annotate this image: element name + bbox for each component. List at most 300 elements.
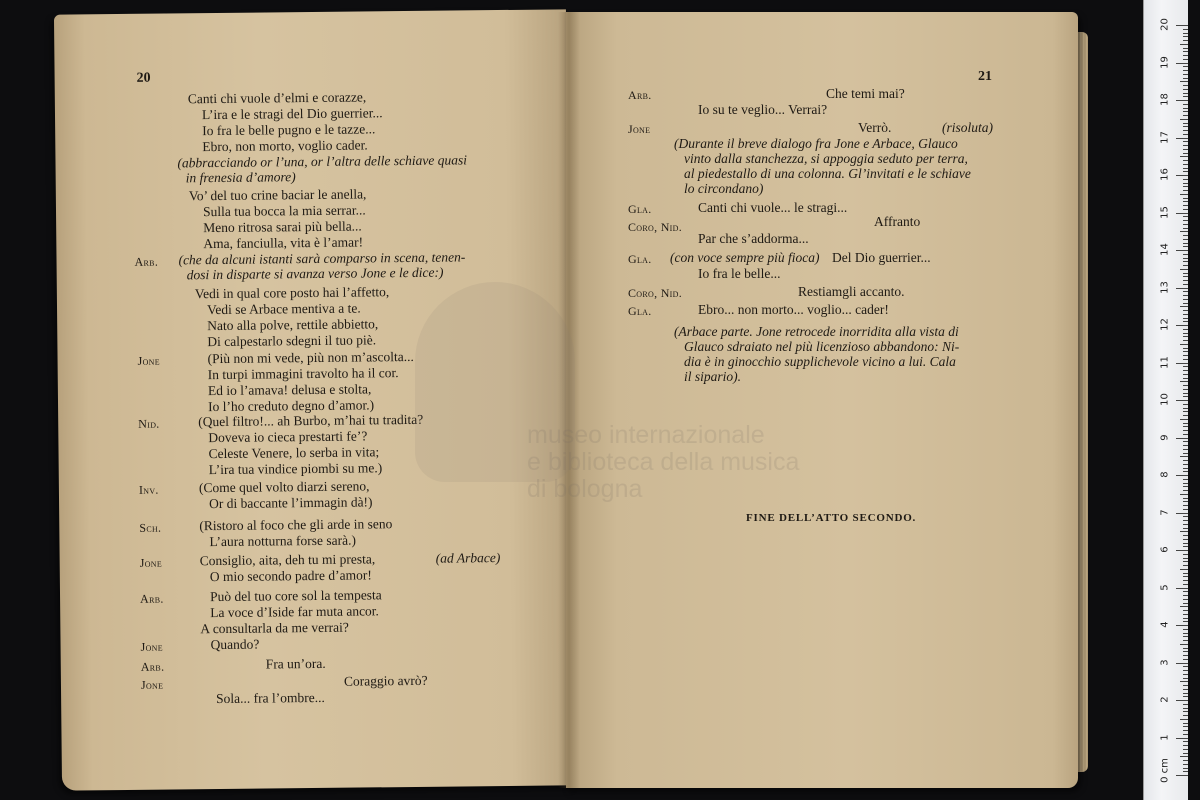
- ruler-tick: [1183, 449, 1188, 450]
- speaker-label: Gla.: [628, 202, 652, 216]
- ruler-number: 6: [1159, 546, 1171, 553]
- ruler-tick: [1183, 595, 1188, 596]
- ruler-tick: [1183, 468, 1188, 469]
- ruler-tick: [1176, 213, 1188, 214]
- ruler-tick: [1183, 603, 1188, 604]
- ruler-tick: [1183, 134, 1188, 135]
- ruler-tick: [1183, 565, 1188, 566]
- ruler-tick: [1180, 456, 1188, 457]
- verse-line: Sulla tua bocca la mia serrar...: [202, 202, 366, 220]
- ruler-tick: [1183, 670, 1188, 671]
- ruler-tick: [1176, 250, 1188, 251]
- speaker-label: Jone: [140, 677, 164, 692]
- ruler-tick: [1180, 531, 1188, 532]
- stage-line: vinto dalla stanchezza, si appoggia seduto per terra,: [684, 151, 968, 166]
- ruler-tick: [1183, 460, 1188, 461]
- ruler-tick: [1183, 640, 1188, 641]
- verse-line: Ebro, non morto, voglio cader.: [202, 137, 368, 155]
- ruler-number: 8: [1159, 471, 1171, 478]
- ruler-tick: [1183, 434, 1188, 435]
- ruler-tick: [1183, 141, 1188, 142]
- speaker-label: Arb.: [140, 659, 165, 674]
- ruler-tick: [1183, 591, 1188, 592]
- speaker-label: Gla.: [628, 252, 652, 266]
- verse-line: Io su te veglio... Verrai?: [698, 102, 828, 117]
- ruler-tick: [1183, 753, 1188, 754]
- ruler-tick: [1183, 93, 1188, 94]
- ruler-tick: [1183, 730, 1188, 731]
- ruler-tick: [1183, 310, 1188, 311]
- left-page: [54, 9, 574, 790]
- ruler-tick: [1183, 40, 1188, 41]
- ruler-tick: [1180, 156, 1188, 157]
- verse-line: Canti chi vuole... le stragi...: [698, 200, 848, 215]
- ruler-tick: [1183, 771, 1188, 772]
- verse-line: Ama, fanciulla, vita è l’amar!: [203, 234, 364, 252]
- ruler-tick: [1183, 745, 1188, 746]
- verse-line: Io fra le belle pugno e le tazze...: [202, 121, 376, 139]
- verse-line: Di calpestarlo sdegni il tuo piè.: [207, 332, 377, 350]
- ruler-tick: [1183, 704, 1188, 705]
- ruler-tick: [1183, 160, 1188, 161]
- ruler-tick: [1183, 629, 1188, 630]
- ruler-tick: [1183, 265, 1188, 266]
- stage-line: lo circondano): [684, 181, 764, 196]
- ruler-tick: [1183, 321, 1188, 322]
- ruler-tick: [1183, 348, 1188, 349]
- ruler-tick: [1183, 614, 1188, 615]
- ruler-number: 18: [1159, 93, 1171, 106]
- aside-direction: (risoluta): [942, 120, 994, 135]
- ruler-tick: [1183, 85, 1188, 86]
- ruler-tick: [1183, 220, 1188, 221]
- ruler-tick: [1183, 51, 1188, 52]
- verse-line: Vo’ del tuo crine baciar le anella,: [188, 186, 367, 204]
- ruler-tick: [1183, 633, 1188, 634]
- ruler-tick: [1183, 501, 1188, 502]
- ruler-number: 15: [1159, 205, 1171, 219]
- verse-line: Or di baccante l’immagin dà!): [209, 494, 373, 512]
- ruler-tick: [1183, 396, 1188, 397]
- ruler-tick: [1183, 280, 1188, 281]
- speaker-label: Arb.: [139, 591, 164, 606]
- verse-line: Verrò.: [858, 120, 892, 135]
- ruler-tick: [1183, 370, 1188, 371]
- ruler-tick: [1183, 284, 1188, 285]
- ruler-tick: [1183, 689, 1188, 690]
- ruler-tick: [1183, 59, 1188, 60]
- ruler-number: 5: [1159, 583, 1171, 591]
- ruler-tick: [1183, 74, 1188, 75]
- verse-line: L’ira e le stragi del Dio guerrier...: [201, 105, 383, 123]
- ruler-tick: [1183, 539, 1188, 540]
- ruler-tick: [1180, 44, 1188, 45]
- stage-line: (Arbace parte. Jone retrocede inorridita alla vista di: [674, 324, 959, 339]
- ruler-tick: [1183, 333, 1188, 334]
- ruler-tick: [1180, 606, 1188, 607]
- ruler-tick: [1183, 715, 1188, 716]
- verse-line: Ebro... non morto... voglio... cader!: [698, 302, 889, 317]
- open-book: [58, 12, 1088, 788]
- page-number: 21: [978, 69, 992, 84]
- verse-line: Celeste Venere, lo serba in vita;: [208, 444, 380, 462]
- ruler-tick: [1183, 404, 1188, 405]
- ruler-tick: [1183, 198, 1188, 199]
- ruler-tick: [1183, 276, 1188, 277]
- verse-line: (Quel filtro!... ah Burbo, m’hai tu tradita?: [198, 411, 424, 430]
- verse-line: Io fra le belle...: [698, 266, 781, 281]
- ruler-tick: [1183, 490, 1188, 491]
- verse-line: A consultarla da me verrai?: [200, 619, 349, 637]
- ruler-tick: [1183, 246, 1188, 247]
- speaker-label: Coro, Nid.: [628, 220, 683, 234]
- ruler-tick: [1183, 655, 1188, 656]
- speaker-label: Jone: [628, 122, 651, 136]
- ruler-tick: [1183, 89, 1188, 90]
- ruler-tick: [1183, 66, 1188, 67]
- verse-line: Canti chi vuole d’elmi e corazze,: [187, 89, 367, 107]
- ruler-tick: [1183, 648, 1188, 649]
- ruler-tick: [1183, 764, 1188, 765]
- ruler-tick: [1183, 224, 1188, 225]
- ruler-number: 7: [1159, 508, 1171, 516]
- ruler-tick: [1183, 340, 1188, 341]
- ruler-tick: [1183, 678, 1188, 679]
- verse-line: La voce d’Iside far muta ancor.: [210, 603, 379, 621]
- speaker-label: Jone: [140, 639, 163, 654]
- ruler-tick: [1183, 205, 1188, 206]
- ruler-tick: [1183, 258, 1188, 259]
- verse-line: (Più non mi vede, più non m’ascolta...: [207, 348, 414, 367]
- verse-line: Vedi in qual core posto hai l’affetto,: [194, 284, 390, 302]
- ruler-tick: [1183, 96, 1188, 97]
- ruler-tick: [1183, 558, 1188, 559]
- ruler-tick: [1183, 453, 1188, 454]
- ruler-tick: [1176, 663, 1188, 664]
- ruler-tick: [1183, 108, 1188, 109]
- ruler-tick: [1183, 543, 1188, 544]
- ruler-tick: [1183, 599, 1188, 600]
- ruler-tick: [1183, 153, 1188, 154]
- ruler-number: 9: [1159, 433, 1171, 441]
- ruler-tick: [1176, 325, 1188, 326]
- verse-line: O mio secondo padre d’amor!: [209, 567, 372, 585]
- verse-line: Ed io l’amava! delusa e stolta,: [207, 381, 372, 399]
- verse-line: Quando?: [210, 636, 260, 653]
- ruler-tick: [1183, 760, 1188, 761]
- ruler-tick: [1183, 415, 1188, 416]
- ruler-tick: [1183, 291, 1188, 292]
- ruler-tick: [1183, 186, 1188, 187]
- ruler-tick: [1176, 438, 1188, 439]
- ruler-number: 19: [1159, 55, 1171, 69]
- ruler-tick: [1183, 528, 1188, 529]
- ruler-tick: [1180, 194, 1188, 195]
- ruler-tick: [1183, 359, 1188, 360]
- ruler-number: 20: [1159, 18, 1171, 31]
- ruler-tick: [1183, 509, 1188, 510]
- ruler-tick: [1183, 723, 1188, 724]
- ruler-tick: [1183, 666, 1188, 667]
- ruler-tick: [1183, 126, 1188, 127]
- ruler-tick: [1183, 33, 1188, 34]
- ruler-tick: [1183, 389, 1188, 390]
- ruler-tick: [1176, 625, 1188, 626]
- aside-direction: (ad Arbace): [435, 550, 501, 566]
- ruler-number: 1: [1159, 733, 1171, 741]
- stage-line: (abbracciando or l’una, or l’altra delle schiave quasi: [177, 152, 468, 171]
- speaker-label: Nid.: [138, 416, 160, 431]
- ruler-tick: [1183, 336, 1188, 337]
- ruler-tick: [1183, 171, 1188, 172]
- ruler-tick: [1183, 295, 1188, 296]
- ruler-tick: [1183, 741, 1188, 742]
- ruler-tick: [1183, 239, 1188, 240]
- verse-line: Può del tuo core sol la tempesta: [209, 587, 382, 605]
- ruler-tick: [1180, 419, 1188, 420]
- ruler-number: 2: [1159, 696, 1171, 703]
- ruler-tick: [1183, 378, 1188, 379]
- speaker-label: Jone: [137, 353, 160, 368]
- ruler-tick: [1180, 494, 1188, 495]
- right-page: [566, 12, 1078, 788]
- ruler-tick: [1180, 269, 1188, 270]
- ruler-number: 11: [1159, 355, 1171, 369]
- ruler-tick: [1183, 483, 1188, 484]
- ruler-tick: [1183, 78, 1188, 79]
- ruler-tick: [1183, 708, 1188, 709]
- ruler-tick: [1176, 475, 1188, 476]
- ruler-tick: [1183, 329, 1188, 330]
- ruler-tick: [1183, 70, 1188, 71]
- ruler-tick: [1183, 734, 1188, 735]
- ruler-number: 14: [1159, 243, 1171, 256]
- stage-line: in frenesia d’amore): [185, 169, 296, 186]
- ruler-tick: [1183, 36, 1188, 37]
- ruler-tick: [1183, 145, 1188, 146]
- ruler-tick: [1183, 423, 1188, 424]
- ruler-tick: [1180, 231, 1188, 232]
- ruler-tick: [1183, 546, 1188, 547]
- ruler-tick: [1183, 273, 1188, 274]
- ruler-tick: [1183, 580, 1188, 581]
- speaker-label: Coro, Nid.: [628, 286, 683, 300]
- ruler-tick: [1183, 179, 1188, 180]
- ruler-tick: [1183, 411, 1188, 412]
- ruler-tick: [1183, 535, 1188, 536]
- ruler-tick: [1183, 711, 1188, 712]
- verse-line: Par che s’addorma...: [698, 231, 809, 246]
- ruler-number: 3: [1159, 658, 1171, 666]
- ruler-tick: [1183, 464, 1188, 465]
- ruler-tick: [1176, 550, 1188, 551]
- stage-line: (Durante il breve dialogo fra Jone e Arbace, Glauco: [674, 136, 958, 151]
- ruler-tick: [1183, 385, 1188, 386]
- ruler-tick: [1183, 430, 1188, 431]
- ruler-tick: [1183, 696, 1188, 697]
- stage-line: (che da alcuni istanti sarà comparso in scena, tenen-: [178, 249, 466, 268]
- ruler-unit-label: 0 cm: [1159, 758, 1171, 783]
- ruler-tick: [1183, 610, 1188, 611]
- ruler-tick: [1183, 749, 1188, 750]
- ruler-tick: [1176, 100, 1188, 101]
- speaker-label: Jone: [139, 555, 163, 570]
- ruler-tick: [1183, 48, 1188, 49]
- ruler-tick: [1183, 659, 1188, 660]
- ruler-tick: [1180, 306, 1188, 307]
- ruler-number: 12: [1159, 318, 1171, 331]
- ruler-number: 16: [1159, 168, 1171, 181]
- ruler-tick: [1183, 516, 1188, 517]
- ruler-tick: [1183, 374, 1188, 375]
- ruler-tick: [1180, 344, 1188, 345]
- ruler-tick: [1183, 685, 1188, 686]
- ruler-tick: [1183, 768, 1188, 769]
- ruler-tick: [1183, 115, 1188, 116]
- ruler-tick: [1176, 400, 1188, 401]
- verse-line: Restiamgli accanto.: [798, 284, 905, 299]
- ruler-tick: [1183, 554, 1188, 555]
- verse-line: Sola... fra l’ombre...: [216, 689, 325, 707]
- verse-line: (Ristoro al foco che gli arde in seno: [199, 516, 393, 534]
- ruler-tick: [1183, 393, 1188, 394]
- speaker-label: Arb.: [134, 254, 159, 269]
- ruler-tick: [1183, 123, 1188, 124]
- ruler-tick: [1183, 505, 1188, 506]
- ruler-tick: [1180, 756, 1188, 757]
- ruler-tick: [1176, 775, 1188, 776]
- ruler-tick: [1180, 644, 1188, 645]
- ruler-number: 4: [1159, 621, 1171, 628]
- ruler-tick: [1176, 588, 1188, 589]
- ruler-tick: [1183, 201, 1188, 202]
- ruler-tick: [1180, 569, 1188, 570]
- ruler-tick: [1176, 363, 1188, 364]
- ruler-tick: [1183, 318, 1188, 319]
- verse-line: Meno ritrosa sarai più bella...: [203, 218, 362, 236]
- page-number: 20: [136, 70, 151, 86]
- ruler-tick: [1183, 190, 1188, 191]
- ruler-tick: [1180, 81, 1188, 82]
- verse-line: Doveva io cieca prestarti fe’?: [208, 428, 368, 446]
- ruler-tick: [1183, 498, 1188, 499]
- stage-line: dosi in disparte si avanza verso Jone e le dice:): [186, 264, 444, 283]
- ruler-tick: [1183, 479, 1188, 480]
- ruler-tick: [1183, 314, 1188, 315]
- ruler-tick: [1183, 261, 1188, 262]
- ruler-tick: [1183, 524, 1188, 525]
- ruler-tick: [1183, 55, 1188, 56]
- ruler-tick: [1183, 149, 1188, 150]
- ruler-tick: [1183, 243, 1188, 244]
- ruler-tick: [1183, 168, 1188, 169]
- ruler-tick: [1183, 183, 1188, 184]
- ruler-tick: [1183, 726, 1188, 727]
- stage-line: dia è in ginocchio supplichevole vicino a lui. Cala: [684, 354, 956, 369]
- ruler-tick: [1183, 408, 1188, 409]
- stage-inline: (con voce sempre più fioca): [670, 250, 820, 265]
- ruler-tick: [1176, 175, 1188, 176]
- ruler-tick: [1183, 299, 1188, 300]
- ruler-tick: [1183, 426, 1188, 427]
- act-end-caption: FINE DELL’ATTO SECONDO.: [746, 512, 917, 524]
- speaker-label: Inv.: [138, 482, 159, 497]
- stage-line: il sipario).: [684, 369, 742, 384]
- stage-line: Glauco sdraiato nel più licenzioso abbandono: Ni-: [684, 339, 960, 354]
- ruler-tick: [1183, 674, 1188, 675]
- speaker-label: Arb.: [628, 88, 652, 102]
- ruler-tick: [1183, 104, 1188, 105]
- ruler-tick: [1183, 573, 1188, 574]
- speaker-label: Gla.: [628, 304, 652, 318]
- verse-line: L’aura notturna forse sarà.): [209, 532, 356, 550]
- ruler-tick: [1183, 441, 1188, 442]
- ruler-number: 13: [1159, 280, 1171, 294]
- ruler-tick: [1176, 738, 1188, 739]
- measuring-ruler: [1143, 0, 1188, 800]
- ruler-tick: [1183, 584, 1188, 585]
- ruler-tick: [1183, 351, 1188, 352]
- ruler-tick: [1176, 63, 1188, 64]
- ruler-tick: [1183, 209, 1188, 210]
- verse-line: Affranto: [874, 214, 921, 229]
- verse-line: (Come quel volto diarzi sereno,: [198, 478, 370, 496]
- ruler-tick: [1176, 25, 1188, 26]
- ruler-tick: [1180, 681, 1188, 682]
- ruler-tick: [1183, 130, 1188, 131]
- verse-line: Che temi mai?: [826, 86, 905, 101]
- ruler-tick: [1183, 216, 1188, 217]
- ruler-tick: [1176, 700, 1188, 701]
- ruler-tick: [1183, 355, 1188, 356]
- ruler-tick: [1183, 228, 1188, 229]
- ruler-number: 17: [1159, 130, 1171, 144]
- ruler-number: 10: [1159, 393, 1171, 406]
- ruler-tick: [1183, 693, 1188, 694]
- ruler-tick: [1180, 119, 1188, 120]
- ruler-tick: [1183, 29, 1188, 30]
- verse-line: In turpi immagini travolto ha il cor.: [207, 365, 399, 383]
- ruler-tick: [1183, 618, 1188, 619]
- stage-line: al piedestallo di una colonna. Gl’invitati e le schiave: [684, 166, 971, 181]
- ruler-tick: [1183, 486, 1188, 487]
- ruler-tick: [1183, 636, 1188, 637]
- speaker-label: Sch.: [139, 520, 162, 535]
- verse-line: L’ira tua vindice piombi su me.): [208, 460, 383, 478]
- ruler-tick: [1183, 471, 1188, 472]
- ruler-tick: [1176, 138, 1188, 139]
- verse-line: Del Dio guerrier...: [832, 250, 931, 265]
- ruler-tick: [1183, 164, 1188, 165]
- ruler-tick: [1183, 445, 1188, 446]
- ruler-tick: [1183, 111, 1188, 112]
- ruler-tick: [1180, 719, 1188, 720]
- verse-line: Io l’ho creduto degno d’amor.): [207, 397, 375, 415]
- ruler-tick: [1183, 576, 1188, 577]
- ruler-tick: [1183, 561, 1188, 562]
- ruler-tick: [1183, 366, 1188, 367]
- verse-line: Coraggio avrò?: [343, 672, 428, 689]
- ruler-tick: [1183, 254, 1188, 255]
- verse-line: Vedi se Arbace mentiva a te.: [206, 300, 361, 318]
- verse-line: Consiglio, aita, deh tu mi presta,: [199, 551, 376, 569]
- ruler-tick: [1176, 288, 1188, 289]
- ruler-tick: [1183, 520, 1188, 521]
- verse-line: Fra un’ora.: [265, 655, 326, 672]
- verse-line: Nato alla polve, rettile abbietto,: [207, 316, 379, 334]
- book-gutter: [558, 12, 580, 788]
- ruler-tick: [1183, 651, 1188, 652]
